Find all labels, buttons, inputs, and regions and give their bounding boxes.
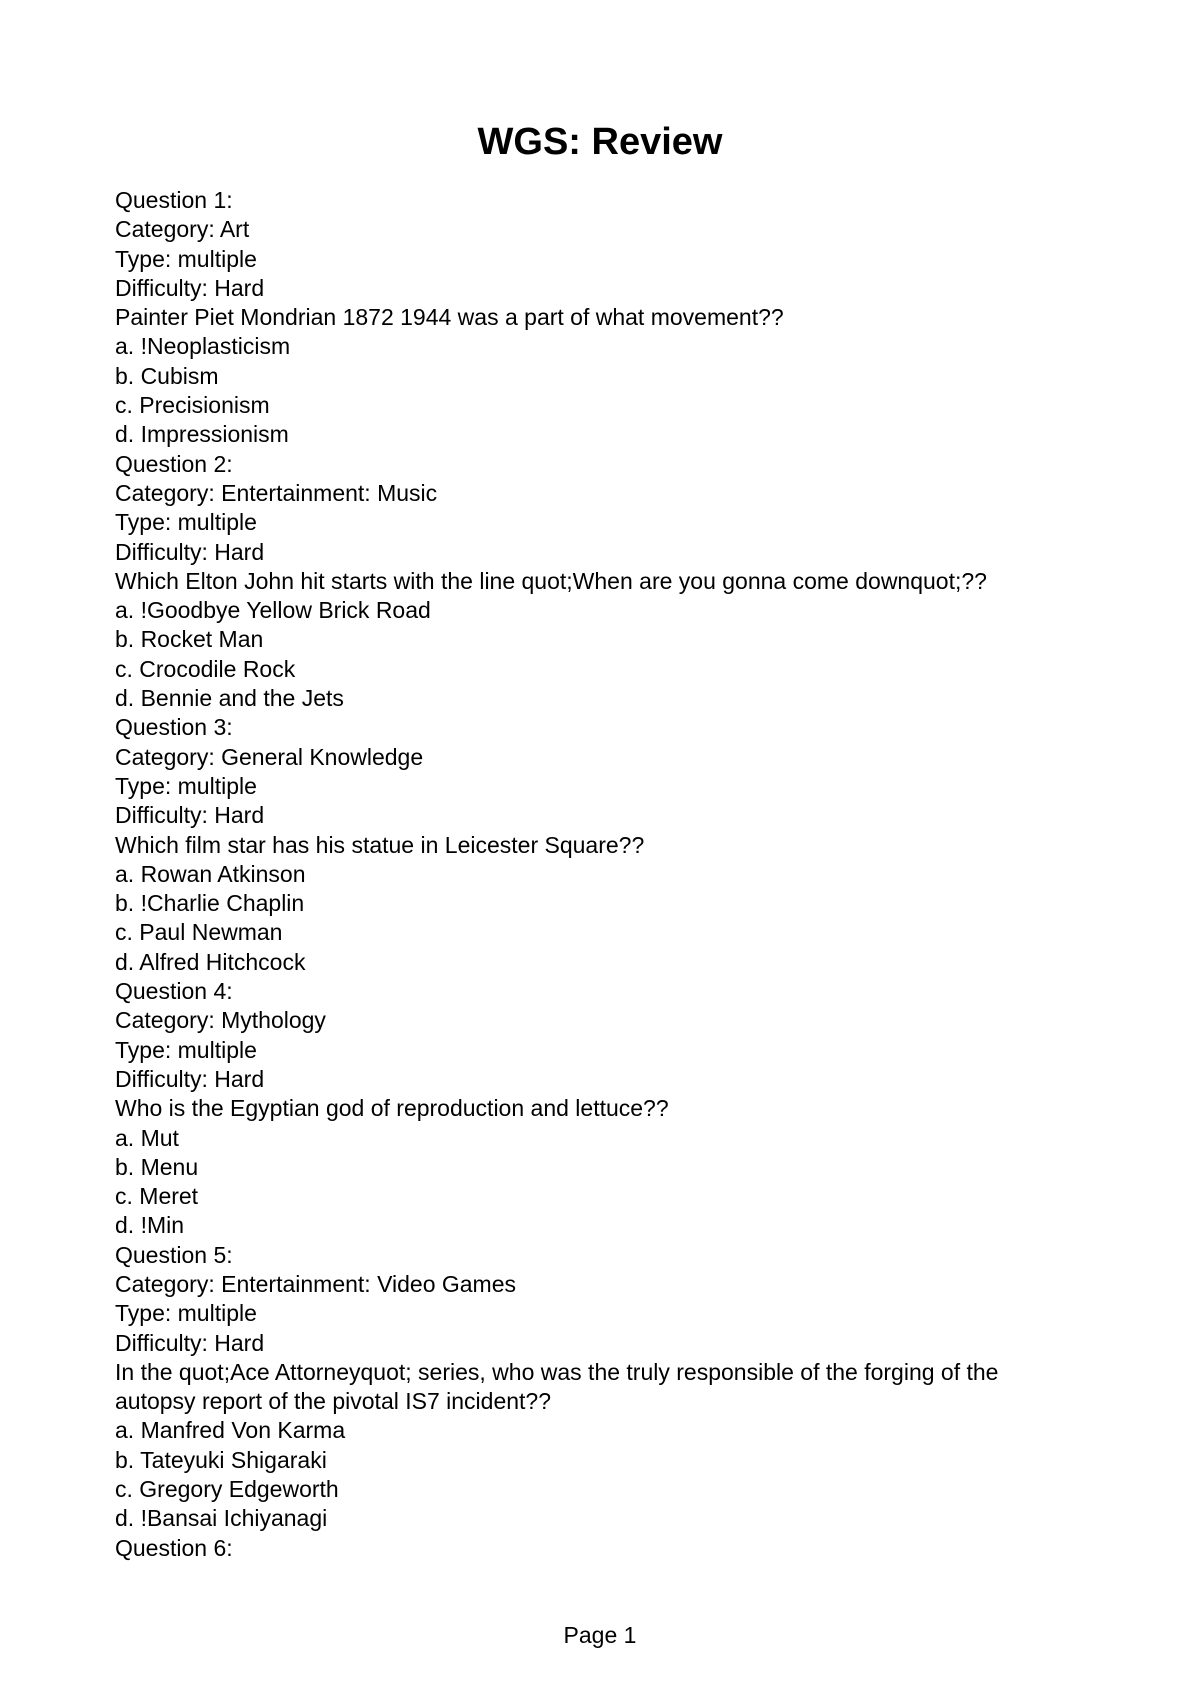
question-heading: Question 2: <box>115 450 233 477</box>
question-text: Who is the Egyptian god of reproduction and lettuce?? <box>115 1095 669 1122</box>
question-text: Which film star has his statue in Leicester Square?? <box>115 831 645 858</box>
answer-option: d. !Min <box>115 1212 185 1239</box>
question-heading: Question 1: <box>115 187 233 213</box>
question-block <box>115 186 1075 450</box>
answer-option: d. Impressionism <box>115 421 289 448</box>
answer-option: a. Mut <box>115 1124 179 1151</box>
answer-option: b. Tateyuki Shigaraki <box>115 1446 327 1473</box>
question-category: Category: Entertainment: Music <box>115 479 438 506</box>
page-number: Page 1 <box>563 1622 637 1648</box>
question-text: In the quot;Ace Attorneyquot; series, who was the truly responsible of the forging of the autopsy report of the pivotal IS7 incident?? <box>115 1358 999 1415</box>
question-difficulty: Difficulty: Hard <box>115 274 265 301</box>
answer-option: d. !Bansai Ichiyanagi <box>115 1505 328 1532</box>
question-type: Type: multiple <box>115 509 257 536</box>
question-text: Painter Piet Mondrian 1872 1944 was a part of what movement?? <box>115 304 784 331</box>
question-category: Category: Entertainment: Video Games <box>115 1270 517 1297</box>
question-list <box>115 186 1075 1563</box>
question-block <box>115 1534 1075 1563</box>
answer-option: c. Paul Newman <box>115 919 283 946</box>
question-heading: Question 5: <box>115 1241 233 1268</box>
question-difficulty: Difficulty: Hard <box>115 538 265 565</box>
question-difficulty: Difficulty: Hard <box>115 802 265 829</box>
question-category: Category: Art <box>115 216 250 243</box>
question-difficulty: Difficulty: Hard <box>115 1065 265 1092</box>
answer-option: c. Crocodile Rock <box>115 655 296 682</box>
question-type: Type: multiple <box>115 245 257 272</box>
page-footer <box>0 1620 1200 1650</box>
question-heading: Question 3: <box>115 714 233 741</box>
question-difficulty: Difficulty: Hard <box>115 1329 265 1356</box>
question-heading: Question 4: <box>115 978 233 1005</box>
document-title: WGS: Review <box>477 121 723 163</box>
question-type: Type: multiple <box>115 1036 257 1063</box>
question-type: Type: multiple <box>115 772 257 799</box>
answer-option: a. Rowan Atkinson <box>115 860 306 887</box>
question-block <box>115 713 1075 977</box>
answer-option: d. Alfred Hitchcock <box>115 948 306 975</box>
question-block <box>115 977 1075 1241</box>
answer-option: a. !Goodbye Yellow Brick Road <box>115 597 431 624</box>
question-block <box>115 450 1075 714</box>
answer-option: b. !Charlie Chaplin <box>115 890 305 917</box>
answer-option: c. Gregory Edgeworth <box>115 1476 339 1503</box>
answer-option: b. Cubism <box>115 362 219 389</box>
question-block <box>115 1241 1075 1534</box>
question-heading: Question 6: <box>115 1534 233 1561</box>
question-text: Which Elton John hit starts with the line quot;When are you gonna come downquot;?? <box>115 567 987 594</box>
question-category: Category: General Knowledge <box>115 743 424 770</box>
answer-option: d. Bennie and the Jets <box>115 685 344 712</box>
answer-option: b. Menu <box>115 1153 199 1180</box>
answer-option: b. Rocket Man <box>115 626 264 653</box>
answer-option: c. Meret <box>115 1183 199 1210</box>
question-category: Category: Mythology <box>115 1007 326 1034</box>
question-type: Type: multiple <box>115 1300 257 1327</box>
answer-option: a. Manfred Von Karma <box>115 1417 346 1444</box>
answer-option: c. Precisionism <box>115 392 270 419</box>
answer-option: a. !Neoplasticism <box>115 333 291 360</box>
